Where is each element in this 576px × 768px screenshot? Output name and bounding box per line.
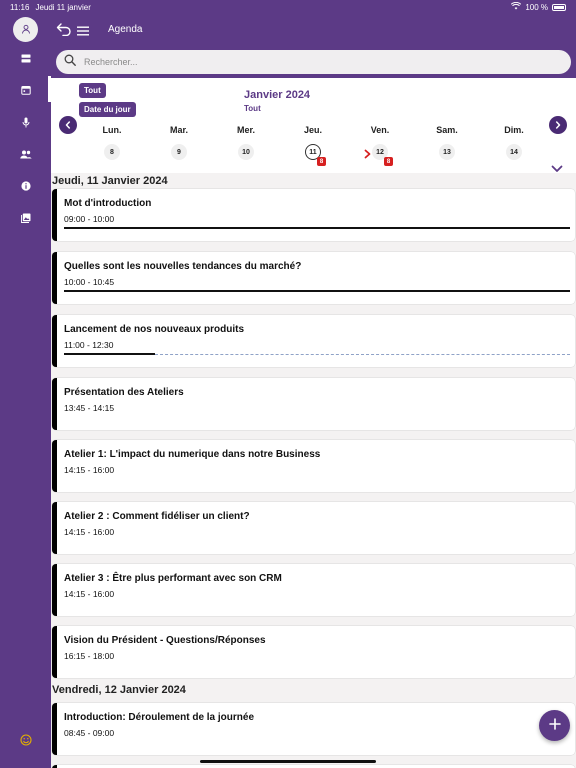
filter-all-button[interactable]: Tout (79, 83, 106, 98)
event-card[interactable] (52, 189, 575, 241)
section-title: Vendredi, 12 Janvier 2024 (52, 684, 186, 696)
weekday-sun: Dim. (504, 125, 524, 135)
event-time: 16:15 - 18:00 (64, 651, 115, 661)
search-icon (64, 53, 76, 71)
day-11-selected[interactable]: 11 (305, 144, 321, 160)
sidebar (0, 0, 51, 768)
status-date: Jeudi 11 janvier (35, 2, 91, 12)
next-week-button[interactable] (549, 116, 567, 134)
event-card[interactable] (52, 564, 575, 616)
event-card[interactable] (52, 315, 575, 367)
info-icon[interactable] (16, 176, 36, 196)
home-indicator (200, 760, 376, 763)
day-12[interactable]: 12 (372, 144, 388, 160)
event-card[interactable] (52, 502, 575, 554)
sidebar-active-indicator (48, 76, 51, 102)
event-title: Atelier 3 : Être plus performant avec son CRM (64, 573, 282, 584)
event-progress (64, 227, 570, 229)
previous-week-button[interactable] (59, 116, 77, 134)
event-title: Quelles sont les nouvelles tendances du marché? (64, 261, 302, 272)
gallery-icon[interactable] (16, 208, 36, 228)
weekday-mon: Lun. (102, 125, 122, 135)
chevron-right-icon (554, 116, 562, 134)
event-card[interactable] (52, 626, 575, 678)
top-bar (51, 14, 576, 78)
week-calendar (51, 78, 576, 173)
day-9[interactable]: 9 (171, 144, 187, 160)
event-time: 13:45 - 14:15 (64, 403, 115, 413)
caret-right-icon (364, 146, 372, 156)
event-title: Lancement de nos nouveaux produits (64, 324, 245, 335)
menu-icon[interactable] (77, 23, 91, 37)
event-progress (64, 290, 570, 292)
section-title: Jeudi, 11 Janvier 2024 (52, 175, 168, 187)
weekday-thu: Jeu. (303, 125, 322, 135)
battery-level: 100 % (525, 2, 548, 12)
event-time: 08:45 - 09:00 (64, 728, 115, 738)
avatar[interactable] (13, 17, 38, 42)
chevron-down-icon[interactable] (551, 160, 565, 170)
weekday-sat: Sam. (436, 125, 458, 135)
event-time: 14:15 - 16:00 (64, 527, 115, 537)
search-bar[interactable] (56, 50, 571, 74)
event-time: 11:00 - 12:30 (64, 340, 114, 350)
chevron-left-icon (64, 116, 72, 134)
day-13[interactable]: 13 (439, 144, 455, 160)
filter-today-button[interactable]: Date du jour (79, 102, 136, 117)
weekday-fri: Ven. (370, 125, 390, 135)
people-icon[interactable] (16, 144, 36, 164)
layers-icon[interactable] (16, 48, 36, 68)
day-10[interactable]: 10 (238, 144, 254, 160)
event-progress (64, 353, 570, 355)
month-filter-label: Tout (244, 104, 261, 113)
agenda-list (51, 173, 576, 768)
event-card[interactable] (52, 252, 575, 304)
status-time: 11:16 (10, 2, 30, 12)
event-title: Mot d'introduction (64, 198, 152, 209)
event-card[interactable] (52, 440, 575, 492)
status-bar (0, 0, 576, 14)
event-time: 10:00 - 10:45 (64, 277, 115, 287)
day-8[interactable]: 8 (104, 144, 120, 160)
wifi-icon (511, 2, 521, 12)
battery-icon (552, 4, 566, 11)
smiley-icon[interactable] (16, 730, 36, 750)
month-title: Janvier 2024 (244, 89, 311, 101)
calendar-icon[interactable] (16, 80, 36, 100)
search-input[interactable] (84, 57, 504, 67)
page-title: Agenda (108, 24, 143, 35)
event-card[interactable] (52, 703, 575, 755)
weekday-tue: Mar. (169, 125, 188, 135)
event-count-badge-fri: 8 (384, 157, 393, 166)
event-title: Atelier 1: L'impact du numerique dans notre Business (64, 449, 321, 460)
event-count-badge-thu: 8 (317, 157, 326, 166)
back-icon[interactable] (56, 22, 74, 38)
add-event-button[interactable] (539, 710, 570, 741)
event-time: 09:00 - 10:00 (64, 214, 115, 224)
event-title: Vision du Président - Questions/Réponses (64, 635, 266, 646)
event-title: Présentation des Ateliers (64, 387, 184, 398)
day-14[interactable]: 14 (506, 144, 522, 160)
microphone-icon[interactable] (16, 112, 36, 132)
event-card[interactable] (52, 378, 575, 430)
event-title: Atelier 2 : Comment fidéliser un client? (64, 511, 250, 522)
plus-icon (549, 717, 561, 735)
user-icon (21, 21, 31, 39)
event-title: Introduction: Déroulement de la journée (64, 712, 255, 723)
event-time: 14:15 - 16:00 (64, 589, 115, 599)
weekday-wed: Mer. (236, 125, 255, 135)
event-time: 14:15 - 16:00 (64, 465, 115, 475)
